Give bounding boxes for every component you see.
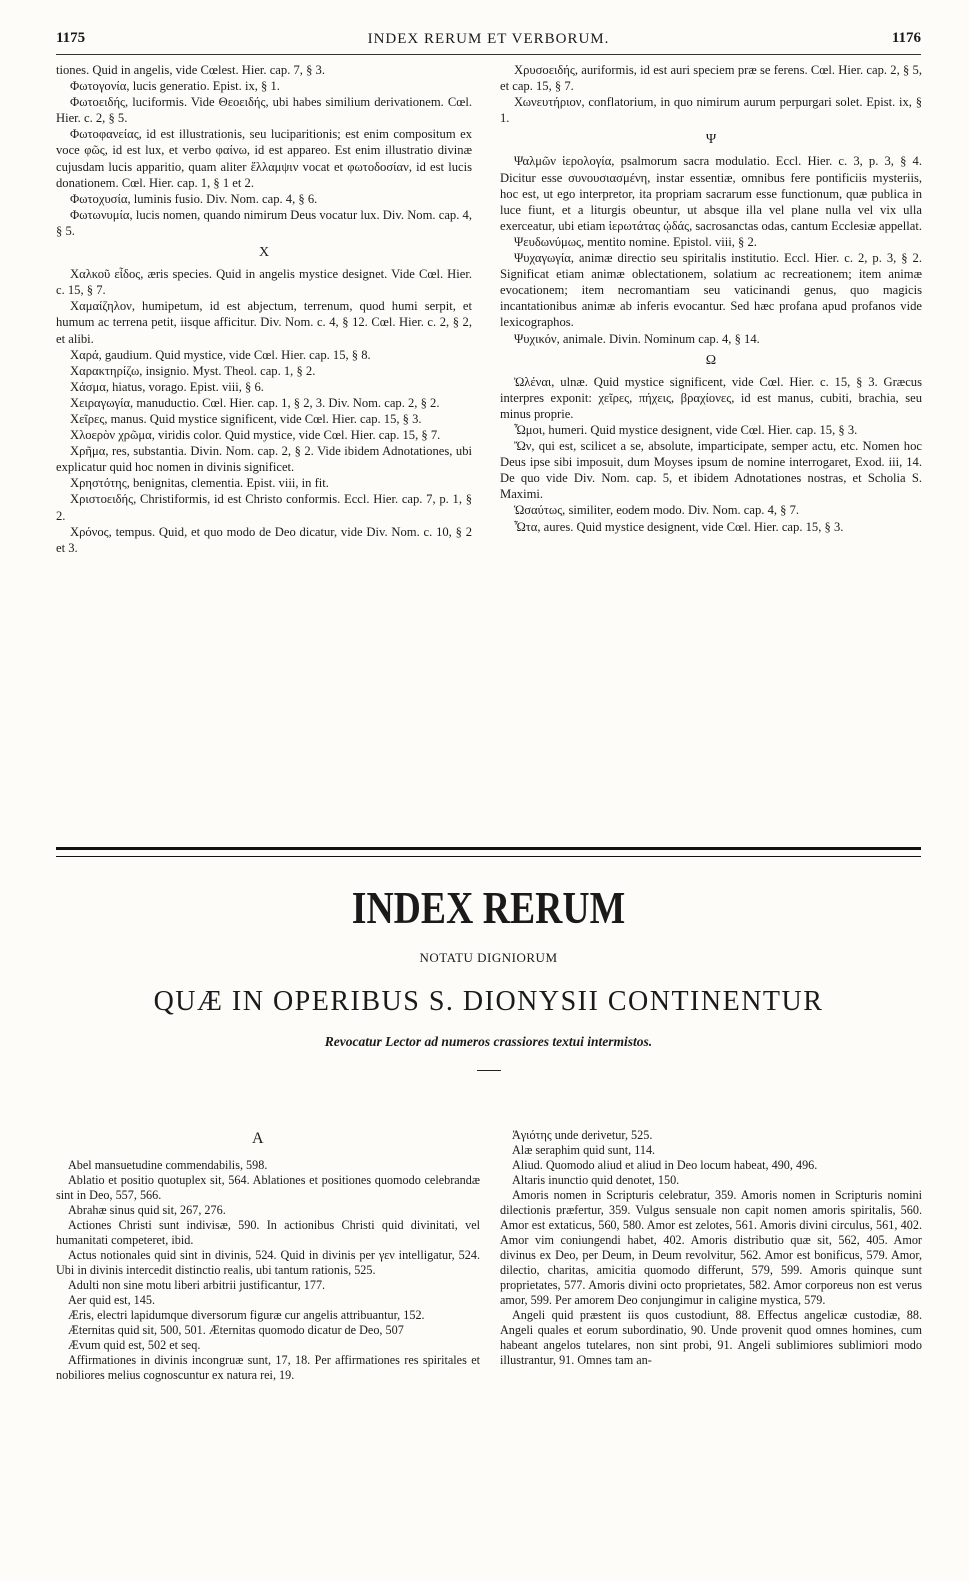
index-entry: Χρόνος, tempus. Quid, et quo modo de Deo dicatur, vide Div. Nom. c. 10, § 2 et 3.	[56, 524, 472, 555]
index-entry: Φωτοειδής, luciformis. Vide Θεοειδής, ubi habes similium derivationem. Cœl. Hier. c. 2, § 5.	[56, 95, 472, 126]
index-entry: Ablatio et positio quotuplex sit, 564. Ablationes et positiones quomodo celebrandæ sint in Deo, 557, 566.	[56, 1173, 480, 1202]
index-entry: Abel mansuetudine commendabilis, 598.	[68, 1158, 268, 1172]
index-entry: Affirmationes in divinis incongruæ sunt, 17, 18. Per affirmationes res spiritales et nobiliores melius cognoscuntur ex natura rei, 19.	[56, 1353, 480, 1382]
index-entry: Χεῖρες, manus. Quid mystice significent, vide Cœl. Hier. cap. 15, § 3.	[70, 411, 422, 426]
index-entry: Ἁγιότης unde derivetur, 525.	[512, 1128, 653, 1142]
index-entry: Aliud. Quomodo aliud et aliud in Deo locum habeat, 490, 496.	[512, 1158, 818, 1172]
top-left-column	[56, 62, 472, 556]
section-heading: X	[258, 245, 270, 261]
subtitle: NOTATU DIGNIORUM	[419, 950, 558, 965]
index-entry: Æternitas quid sit, 500, 501. Æternitas quomodo dicatur de Deo, 507	[68, 1323, 404, 1337]
index-entry: Ævum quid est, 502 et seq.	[68, 1338, 201, 1352]
index-title-block	[56, 880, 921, 1071]
index-entry: Χρῆμα, res, substantia. Divin. Nom. cap. 2, § 2. Vide ibidem Adnotationes, ubi explicatur quid hoc nomen in divinis significet.	[56, 444, 472, 475]
index-entry: Χαμαίζηλον, humipetum, id est abjectum, terrenum, quod humi serpit, et humum ac terrena petit, iisque afficitur. Div. Nom. c. 4, § 12. Cœl. Hier. c. 2, § 2, et alibi.	[56, 299, 472, 346]
section-divider	[56, 847, 921, 857]
index-entry: Χαλκοῦ εἶδος, æris species. Quid in angelis mystice designet. Vide Cœl. Hier. c. 15, § 7.	[56, 267, 472, 298]
index-entry: Angeli quid præstent iis quos custodiunt, 88. Effectus angelicæ custodiæ, 88. Angeli quales et eorum subordinatio, 90. Unde provenit quod omnes homines, cum habeant angelos tutelares, non sint probi, 91. Angeli sublimiores sublimiori modo illustrantur, 91. Omnes tam an-	[500, 1308, 922, 1367]
section-heading: Ω	[705, 352, 717, 368]
index-entry: Χαρά, gaudium. Quid mystice, vide Cœl. Hier. cap. 15, § 8.	[70, 347, 371, 362]
index-entry: Aer quid est, 145.	[68, 1293, 155, 1307]
index-entry: Ὡσαύτως, similiter, eodem modo. Div. Nom. cap. 4, § 7.	[514, 503, 800, 518]
page-header	[56, 30, 921, 54]
index-entry: Ψυχαγωγία, animæ directio seu spiritalis institutio. Eccl. Hier. c. 2, p. 3, § 2. Significat etiam animæ oblectationem, solatium ac recreationem; item animæ evocationem; item necromantiam seu vaticinandi genus, quo magicis incantationibus animæ ab inferis evocantur. Sed hæc profana apud profanos vide lexicographos.	[500, 251, 922, 330]
page-number-right: 1176	[891, 30, 921, 46]
index-entry: Ὠλέναι, ulnæ. Quid mystice significent, vide Cœl. Hier. c. 15, § 3. Græcus interpres exponit: χεῖρες, πήχεις, βραχίονες, id est manus, cubiti, brachia, seu minus proprie.	[500, 374, 922, 421]
index-entry: Χλοερὸν χρῶμα, viridis color. Quid mystice, vide Cœl. Hier. cap. 15, § 7.	[70, 428, 441, 443]
index-entry: Ὦτα, aures. Quid mystice designent, vide Cœl. Hier. cap. 15, § 3.	[514, 519, 844, 534]
index-entry: Χειραγωγία, manuductio. Cœl. Hier. cap. 1, § 2, 3. Div. Nom. cap. 2, § 2.	[70, 395, 440, 410]
index-entry: Χριστοειδής, Christiformis, id est Christo conformis. Eccl. Hier. cap. 7, p. 1, § 2.	[56, 492, 472, 523]
top-right-column	[500, 62, 922, 535]
index-entry: Ψευδωνύμως, mentito nomine. Epistol. viii, § 2.	[514, 234, 757, 249]
index-entry: Ὤν, qui est, scilicet a se, absolute, imparticipate, semper actu, etc. Nomen hoc Deus ipse sibi imposuit, dum Moyses ipsum de nomine interrogaret, Exod. iii, 14. De quo vide Div. Nom. cap. 5, et ibidem Adnotationes nostras, et Scholia S. Maximi.	[500, 439, 922, 502]
index-entry: Amoris nomen in Scripturis celebratur, 359. Amoris nomen in Scripturis nomini dilectionis præfertur, 359. Vulgus sensuale non capit nomen amoris spiritalis, 560. Amor est extaticus, 560, 580. Amor est zelotes, 561. Amoris divini circulus, 561, 402. Amor vim coniungendi habet, 402. Amoris distributio quæ sit, 562, 405. Amor divinus ex Deo, per Deum, in Deum revolvitur, 562. Amor est bonificus, 579. Amor, dilectio, charitas, amicitia quomodo differunt, 579, 599. Amoris quinque sunt proprietates, 577. Amoris divini octo proprietates, 582. Amor corporeus non est verus amor, 599. Per amorem Deo conjungimur in caligine mystica, 579.	[500, 1188, 922, 1307]
index-entry: Χρυσοειδής, auriformis, id est auri speciem præ se ferens. Cœl. Hier. cap. 2, § 5, et cap. 15, § 7.	[500, 63, 922, 94]
index-entry: tiones. Quid in angelis, vide Cœlest. Hier. cap. 7, § 3.	[56, 63, 325, 77]
index-entry: Χωνευτήριον, conflatorium, in quo nimirum aurum perpurgari solet. Epist. ix, § 1.	[500, 95, 922, 126]
index-entry: Abrahæ sinus quid sit, 267, 276.	[68, 1203, 226, 1217]
index-entry: Actiones Christi sunt indivisæ, 590. In actionibus Christi quid divinitati, vel humanitati competeret, ibid.	[56, 1218, 480, 1247]
short-rule	[477, 1070, 501, 1071]
index-entry: Ὦμοι, humeri. Quid mystice designent, vide Cœl. Hier. cap. 15, § 3.	[514, 422, 858, 437]
index-entry: Ψυχικόν, animale. Divin. Nominum cap. 4, § 14.	[514, 331, 760, 346]
index-entry: Actus notionales quid sint in divinis, 524. Quid in divinis per γεν intelligatur, 524. Ubi in divinis intercedit distinctio realis, ubi tantum rationis, 525.	[56, 1248, 480, 1277]
index-entry: Adulti non sine motu liberi arbitrii justificantur, 177.	[68, 1278, 326, 1292]
page-number-left: 1175	[56, 30, 86, 46]
section-heading: Ψ	[705, 132, 717, 148]
index-entry: Φωτοφανείας, id est illustrationis, seu luciparitionis; est enim compositum ex voce φῶς, id est lux, et verbo φαίνω, id est appareo. Est enim illustratio divinæ cujusdam lucis apparitio, quam aliter ἔλλαμψιν vocat et φωτοδοσίαν, id est lucis donationem. Cœl. Hier. cap. 1, § 1 et 2.	[56, 127, 472, 190]
bottom-right-column	[500, 1128, 922, 1368]
index-entry: Χάσμα, hiatus, vorago. Epist. viii, § 6.	[70, 379, 264, 394]
index-entry: Χρηστότης, benignitas, clementia. Epist. viii, in fit.	[70, 476, 329, 491]
title-line-3: QUÆ IN OPERIBUS S. DIONYSII CONTINENTUR	[153, 986, 824, 1017]
reader-note: Revocatur Lector ad numeros crassiores textui intermistos.	[324, 1034, 653, 1049]
index-entry: Χαρακτηρίζω, insignio. Myst. Theol. cap. 1, § 2.	[70, 363, 316, 378]
bottom-left-column	[56, 1158, 480, 1383]
index-entry: Altaris inunctio quid denotet, 150.	[512, 1173, 680, 1187]
section-letter: A	[252, 1130, 264, 1147]
index-entry: Ψαλμῶν ἱερολογία, psalmorum sacra modulatio. Eccl. Hier. c. 3, p. 3, § 4. Dicitur esse συνουσιασμένη, instar essentiæ, omnibus fere pontificiis mysteriis, hoc est, ut ego interpretor, ita propriam sacrarum esse functionum, quæ publica in luce fiunt, et a liturgis obeuntur, ut absque illa vel plane nulla vel vix ulla exerceatur, ubi etiam ἱερωτάτας ᾠδάς, sacrosanctas odas, cantum Ecclesiæ appellat.	[500, 154, 922, 233]
index-entry: Φωτογονία, lucis generatio. Epist. ix, § 1.	[70, 79, 280, 94]
index-entry: Alæ seraphim quid sunt, 114.	[512, 1143, 656, 1157]
index-entry: Φωτωνυμία, lucis nomen, quando nimirum Deus vocatur lux. Div. Nom. cap. 4, § 5.	[56, 207, 472, 238]
index-entry: Æris, electri lapidumque diversorum figuræ cur angelis attribuantur, 152.	[68, 1308, 425, 1322]
running-title: INDEX RERUM ET VERBORUM.	[367, 31, 610, 47]
main-title: INDEX RERUM	[351, 882, 626, 933]
index-entry: Φωτοχυσία, luminis fusio. Div. Nom. cap. 4, § 6.	[70, 191, 318, 206]
header-rule	[56, 54, 921, 55]
